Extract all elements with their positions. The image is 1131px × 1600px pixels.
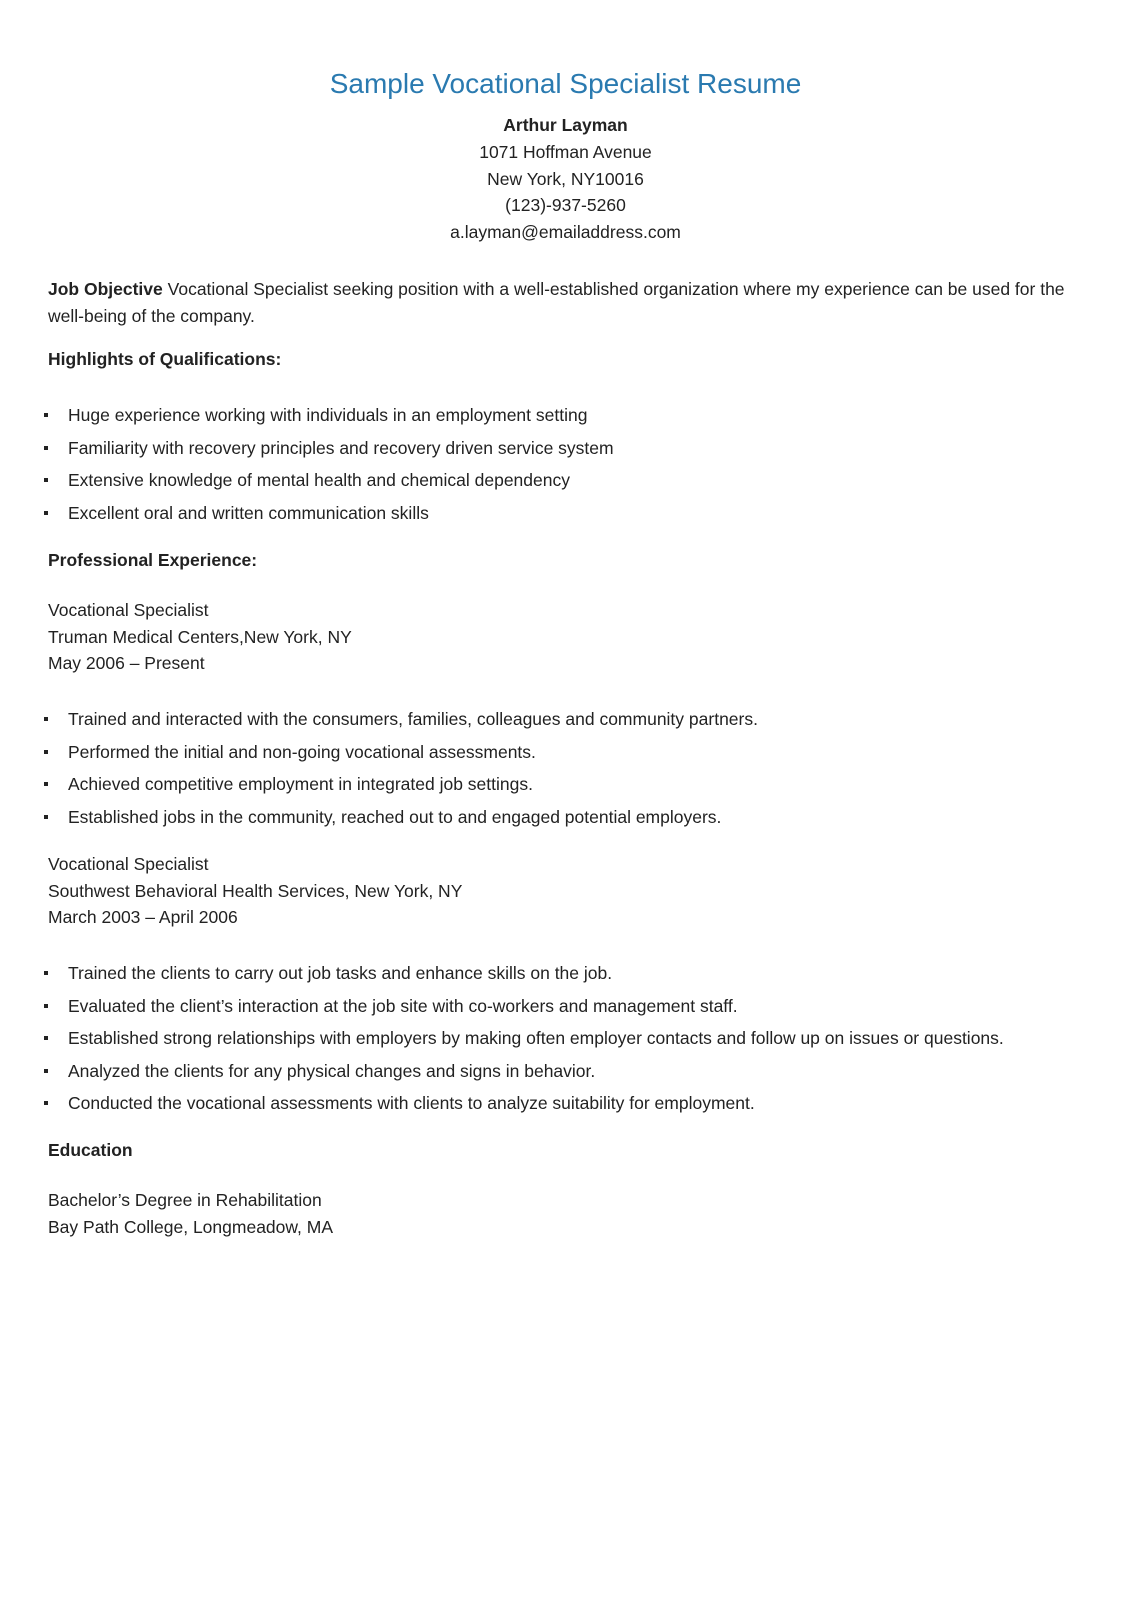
contact-city: New York, NY10016: [487, 169, 644, 189]
bullet-icon: [44, 1101, 48, 1105]
job-objective: [48, 276, 1088, 330]
job-objective-text: Vocational Specialist seeking position with a well-established organization where my experience can be used for the well-being of the company.: [48, 279, 1065, 326]
job-duties-list: [44, 708, 758, 838]
job-company: Truman Medical Centers,New York, NY: [48, 627, 352, 647]
list-item: Established strong relationships with employers by making often employer contacts and follow up on issues or questions.: [44, 1027, 1004, 1060]
contact-address: 1071 Hoffman Avenue: [479, 142, 652, 162]
bullet-icon: [44, 1004, 48, 1008]
list-item: Achieved competitive employment in integrated job settings.: [44, 773, 758, 806]
list-item: Familiarity with recovery principles and recovery driven service system: [44, 437, 614, 470]
list-item: Conducted the vocational assessments with clients to analyze suitability for employment.: [44, 1092, 1004, 1125]
education-degree: Bachelor’s Degree in Rehabilitation: [48, 1190, 322, 1210]
bullet-icon: [44, 1036, 48, 1040]
job-dates: May 2006 – Present: [48, 653, 205, 673]
bullet-icon: [44, 782, 48, 786]
job-objective-label: Job Objective: [48, 279, 163, 299]
highlights-list: [44, 404, 614, 534]
contact-name: Arthur Layman: [503, 115, 628, 135]
bullet-icon: [44, 717, 48, 721]
bullet-icon: [44, 1069, 48, 1073]
bullet-icon: [44, 478, 48, 482]
highlights-heading: Highlights of Qualifications:: [48, 349, 282, 369]
list-item: Huge experience working with individuals in an employment setting: [44, 404, 614, 437]
bullet-icon: [44, 971, 48, 975]
job-title: Vocational Specialist: [48, 854, 209, 874]
experience-heading: Professional Experience:: [48, 550, 258, 570]
list-item: Trained the clients to carry out job tasks and enhance skills on the job.: [44, 962, 1004, 995]
education-school: Bay Path College, Longmeadow, MA: [48, 1217, 334, 1237]
education-heading: Education: [48, 1140, 133, 1160]
list-item: Trained and interacted with the consumers, families, colleagues and community partners.: [44, 708, 758, 741]
list-item: Evaluated the client’s interaction at the job site with co-workers and management staff.: [44, 995, 1004, 1028]
bullet-icon: [44, 750, 48, 754]
job-dates: March 2003 – April 2006: [48, 907, 238, 927]
page-title: Sample Vocational Specialist Resume: [329, 68, 802, 99]
list-item: Performed the initial and non-going vocational assessments.: [44, 741, 758, 774]
list-item: Excellent oral and written communication skills: [44, 502, 614, 535]
job-title: Vocational Specialist: [48, 600, 209, 620]
bullet-icon: [44, 511, 48, 515]
list-item: Extensive knowledge of mental health and chemical dependency: [44, 469, 614, 502]
bullet-icon: [44, 413, 48, 417]
contact-phone: (123)-937-5260: [505, 195, 626, 215]
bullet-icon: [44, 446, 48, 450]
list-item: Established jobs in the community, reached out to and engaged potential employers.: [44, 806, 758, 839]
contact-email: a.layman@emailaddress.com: [450, 222, 681, 242]
job-duties-list: [44, 962, 1004, 1125]
job-company: Southwest Behavioral Health Services, New York, NY: [48, 881, 463, 901]
list-item: Analyzed the clients for any physical changes and signs in behavior.: [44, 1060, 1004, 1093]
bullet-icon: [44, 815, 48, 819]
